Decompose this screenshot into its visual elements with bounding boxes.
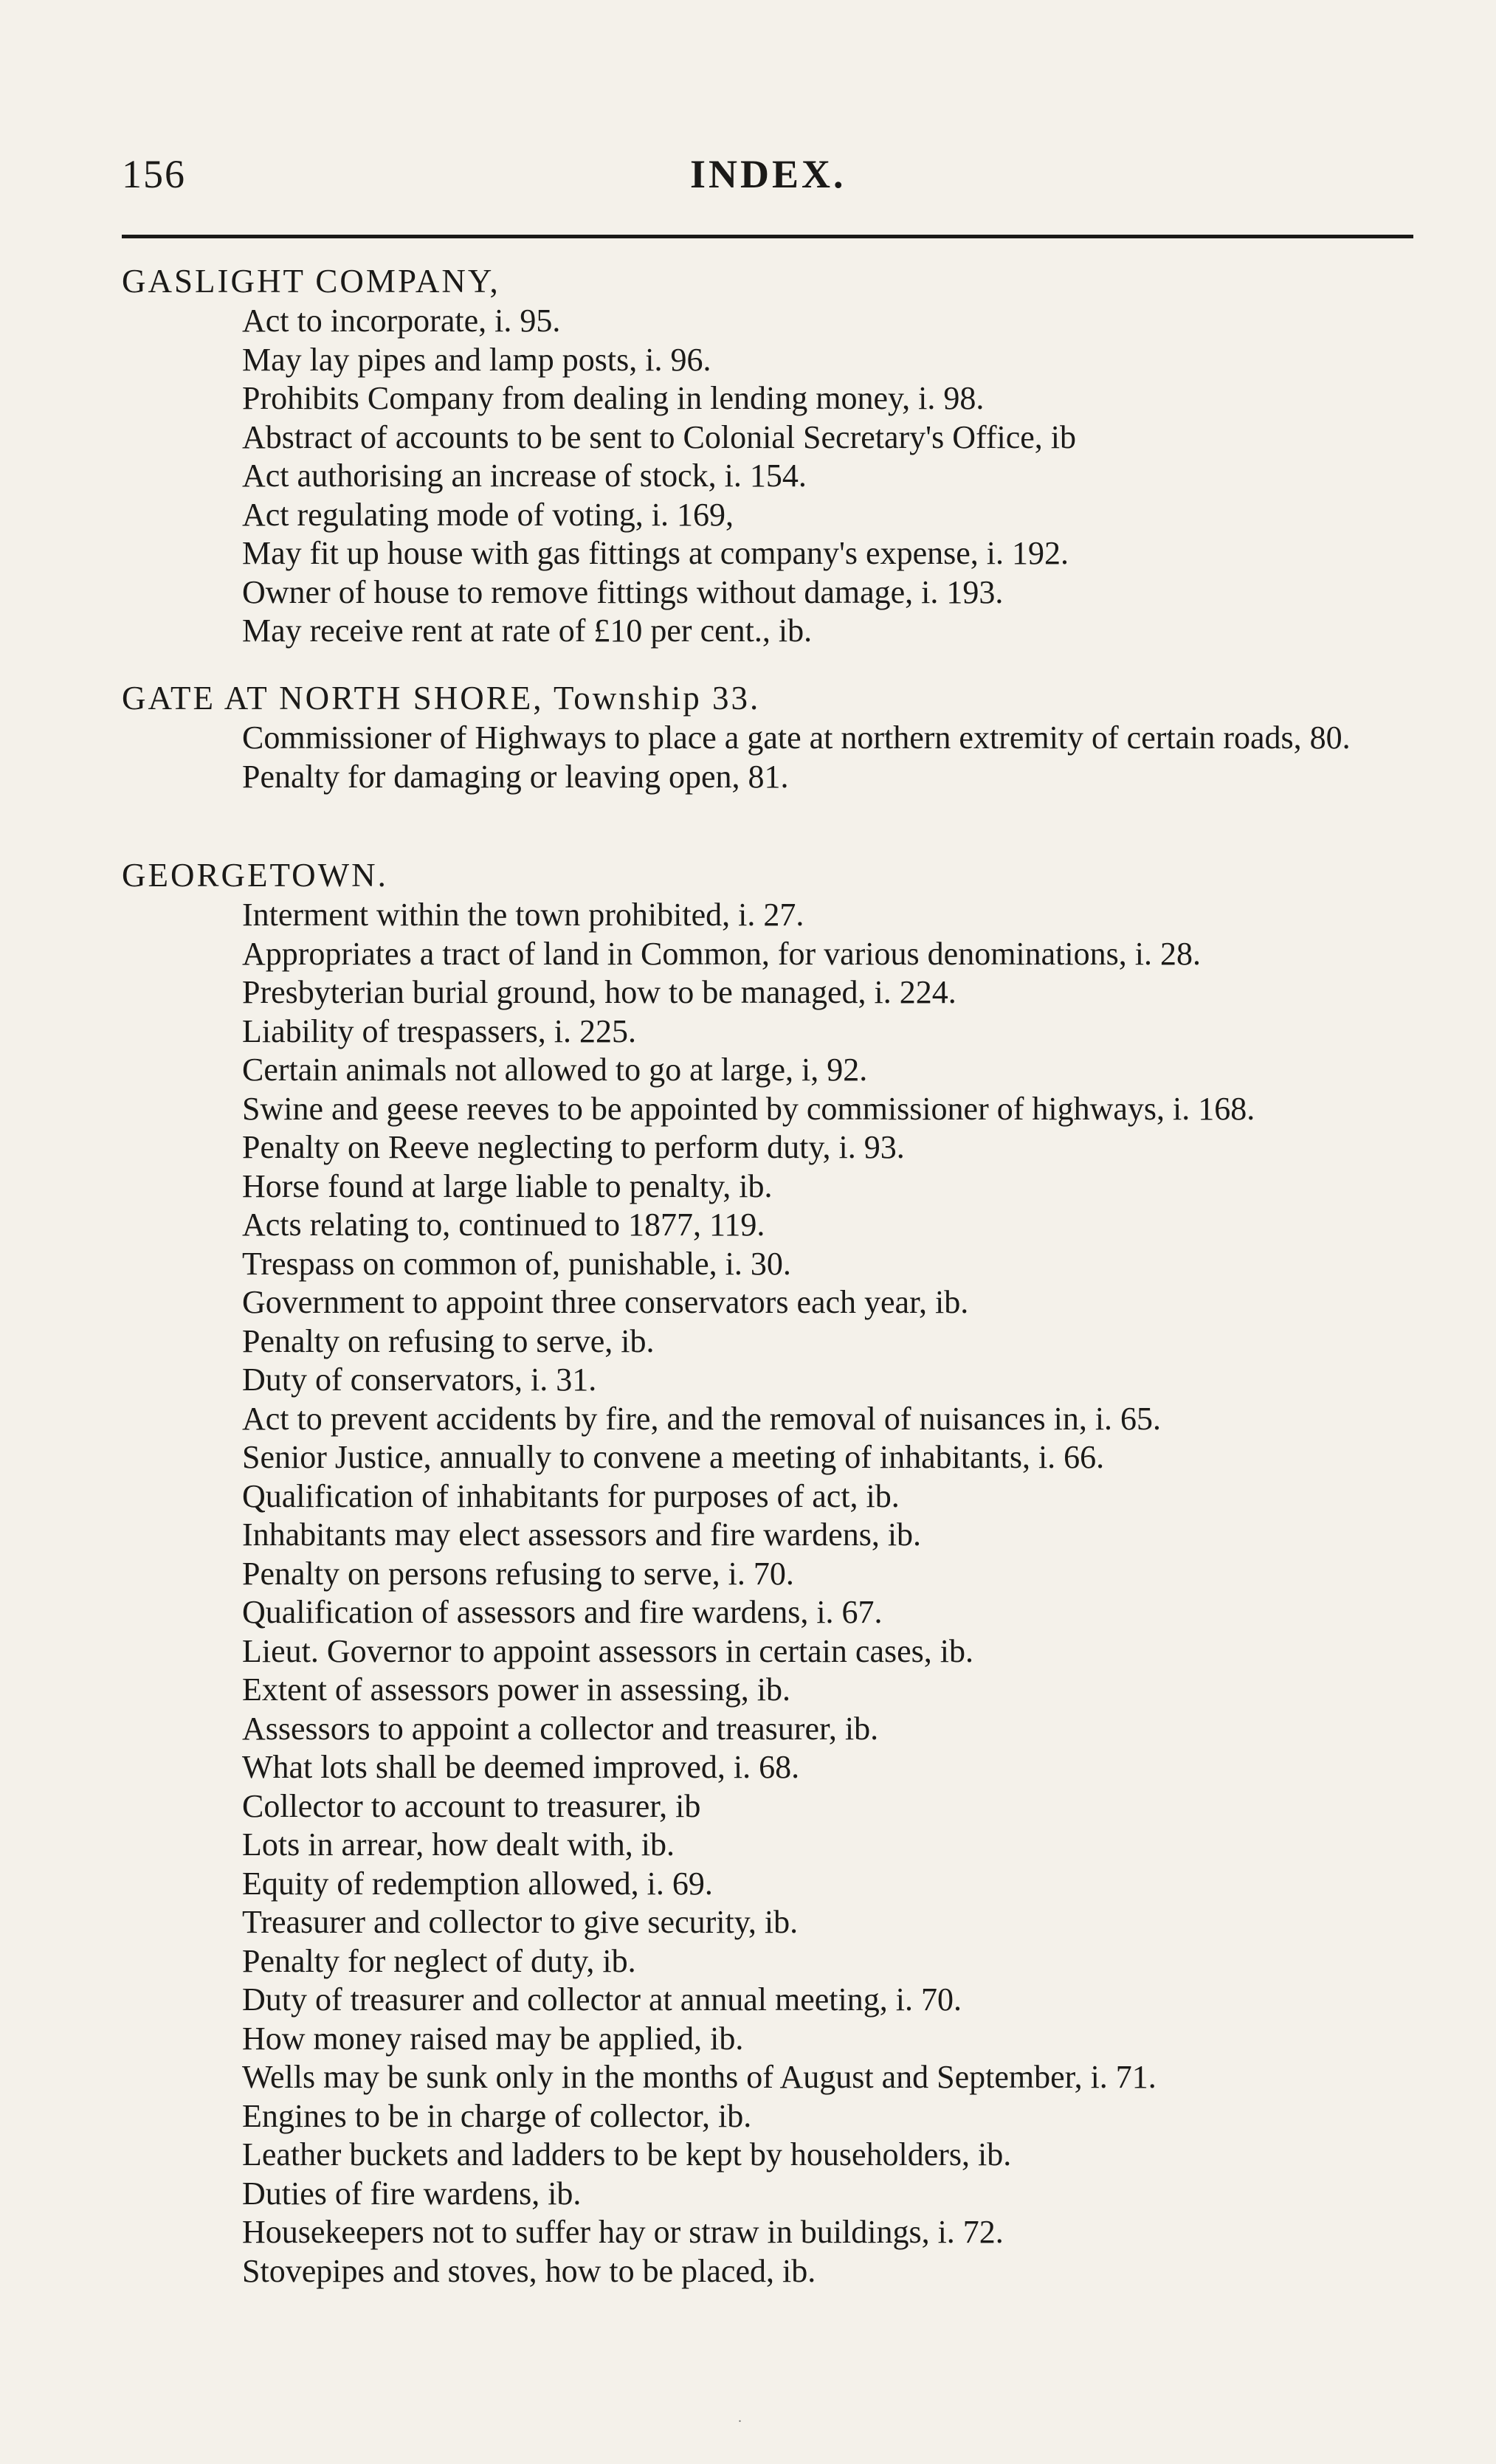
header-rule [122,235,1413,238]
section-heading: GATE AT NORTH SHORE, Township 33. [122,680,761,717]
index-entry: Duties of fire wardens, ib. [242,2175,582,2212]
index-entry: Owner of house to remove fittings without damage, i. 193. [242,573,1004,610]
index-entry: Stovepipes and stoves, how to be placed, ib. [242,2252,816,2289]
index-entry: Act regulating mode of voting, i. 169, [242,496,734,533]
index-entry: Act to prevent accidents by fire, and the removal of nuisances in, i. 65. [242,1400,1162,1437]
index-entry: Presbyterian burial ground, how to be managed, i. 224. [242,974,956,1010]
index-entry: Trespass on common of, punishable, i. 30. [242,1245,791,1282]
index-entry: Qualification of inhabitants for purposes of act, ib. [242,1477,900,1514]
index-entry: Acts relating to, continued to 1877, 119. [242,1207,765,1243]
footer-mark: . [738,2409,742,2426]
index-entry: Duty of conservators, i. 31. [242,1362,597,1398]
index-entry: Assessors to appoint a collector and treasurer, ib. [242,1710,879,1747]
index-entry: Act to incorporate, i. 95. [242,303,561,339]
index-section-gate-at-north-shore [122,679,1421,796]
index-entry: Penalty for neglect of duty, ib. [242,1942,636,1979]
index-entry: Swine and geese reeves to be appointed by commissioner of highways, i. 168. [242,1090,1255,1127]
index-entry: May receive rent at rate of £10 per cent., ib. [242,612,813,649]
index-entry: Wells may be sunk only in the months of August and September, i. 71. [242,2059,1157,2095]
index-entry: Housekeepers not to suffer hay or straw in buildings, i. 72. [242,2214,1004,2250]
index-section-gaslight-company [122,262,1421,651]
index-entry: Commissioner of Highways to place a gate at northern extremity of certain roads, 80. [242,719,1351,756]
index-entry: Penalty on Reeve neglecting to perform duty, i. 93. [242,1129,905,1165]
index-entry: Extent of assessors power in assessing, ib. [242,1671,791,1708]
index-entry: Penalty on refusing to serve, ib. [242,1322,655,1359]
index-entry: What lots shall be deemed improved, i. 68. [242,1749,800,1785]
index-entry: Penalty on persons refusing to serve, i. 70. [242,1555,794,1592]
index-entry: Qualification of assessors and fire wardens, i. 67. [242,1594,883,1630]
index-entry: Equity of redemption allowed, i. 69. [242,1865,713,1902]
index-entry: Inhabitants may elect assessors and fire wardens, ib. [242,1516,922,1553]
page-number: 156 [122,152,186,196]
index-entry: Appropriates a tract of land in Common, for various denominations, i. 28. [242,935,1201,972]
index-entry: May fit up house with gas fittings at company's expense, i. 192. [242,535,1069,571]
index-entry: Prohibits Company from dealing in lending money, i. 98. [242,380,985,416]
index-entry: Abstract of accounts to be sent to Colonial Secretary's Office, ib [242,418,1077,455]
index-entry: Senior Justice, annually to convene a meeting of inhabitants, i. 66. [242,1439,1105,1475]
running-title: INDEX. [690,152,847,196]
index-entry: Engines to be in charge of collector, ib. [242,2097,752,2134]
section-heading: GASLIGHT COMPANY, [122,263,500,300]
index-entry: Lots in arrear, how dealt with, ib. [242,1826,675,1863]
index-entry: May lay pipes and lamp posts, i. 96. [242,341,711,378]
index-entry: Lieut. Governor to appoint assessors in certain cases, ib. [242,1632,973,1669]
index-entry: Liability of trespassers, i. 225. [242,1012,637,1049]
index-entry: Certain animals not allowed to go at large, i, 92. [242,1052,868,1088]
index-entry: Treasurer and collector to give security, ib. [242,1904,799,1940]
index-section-georgetown [122,856,1421,2291]
index-entry: Interment within the town prohibited, i. 27. [242,897,804,933]
index-entry: Duty of treasurer and collector at annual meeting, i. 70. [242,1981,962,2018]
index-entry: Act authorising an increase of stock, i. 154. [242,458,807,494]
section-heading: GEORGETOWN. [122,857,388,894]
index-entry: Government to appoint three conservators each year, ib. [242,1284,969,1320]
index-entry: Horse found at large liable to penalty, ib. [242,1167,773,1204]
index-entry: How money raised may be applied, ib. [242,2020,744,2057]
index-entry: Penalty for damaging or leaving open, 81. [242,758,789,795]
index-entry: Leather buckets and ladders to be kept by householders, ib. [242,2136,1012,2173]
index-entry: Collector to account to treasurer, ib [242,1787,701,1824]
page-header [122,151,1413,210]
